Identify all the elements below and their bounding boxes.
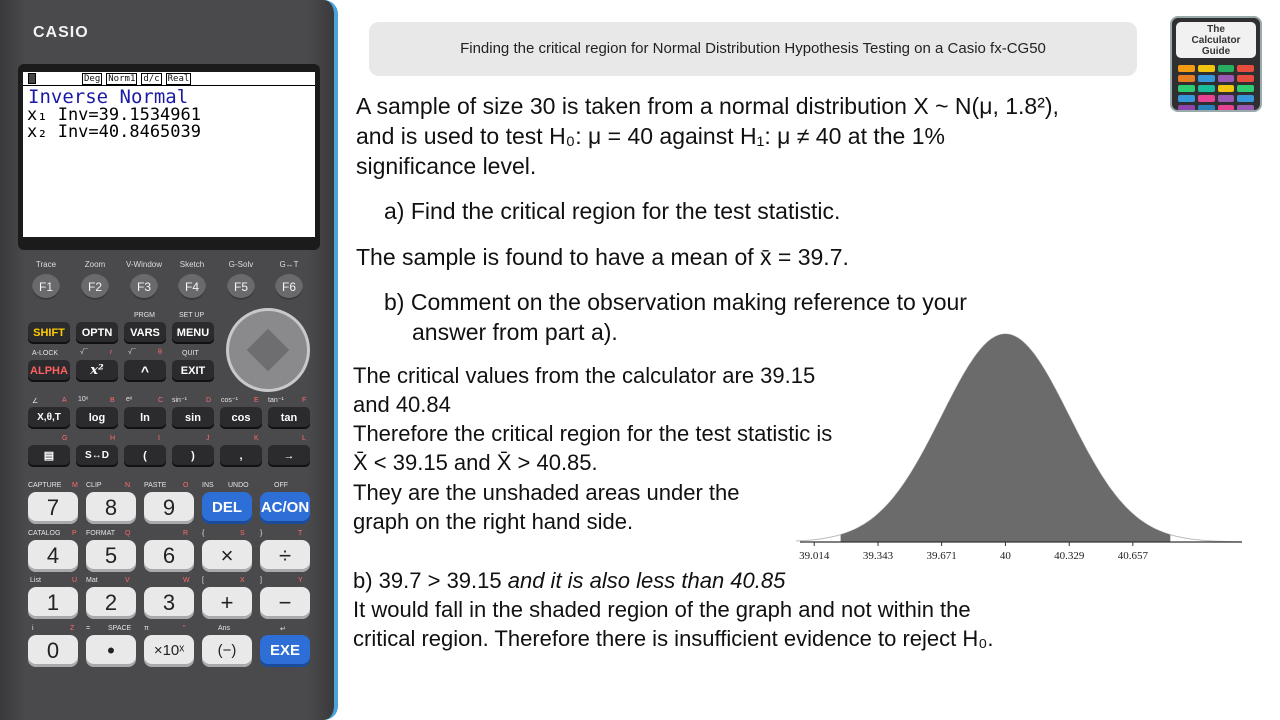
key-secondary-label: W <box>183 577 190 584</box>
vars-key[interactable]: VARS <box>124 322 166 344</box>
key-secondary-label: eˣ <box>126 396 133 403</box>
key-secondary-label: OFF <box>274 482 288 489</box>
key-secondary-label: G <box>62 435 68 442</box>
key-secondary-label: F <box>302 397 307 404</box>
key-secondary-label: π <box>144 625 149 632</box>
dpad[interactable] <box>226 308 310 392</box>
logo-line: Calculator <box>1191 35 1241 46</box>
status-tag: Real <box>167 73 190 84</box>
x-tick-label: 39.014 <box>799 550 830 562</box>
key-secondary-label: Y <box>298 577 303 584</box>
s-d-key[interactable]: S↔D <box>76 445 118 467</box>
status-tag: Deg <box>84 73 101 84</box>
key-secondary-label: D <box>206 397 212 404</box>
key-secondary-label: √¯ <box>128 349 136 356</box>
shift-key[interactable]: SHIFT <box>28 322 70 344</box>
key-17[interactable]: ×10ˣ <box>144 635 194 667</box>
f6-key[interactable]: F6 <box>275 274 303 300</box>
answer-b-text: b) 39.7 > 39.15 <box>353 568 508 593</box>
key-secondary-label: S <box>240 530 245 537</box>
key-secondary-label: B <box>110 397 115 404</box>
key-12[interactable]: 3 <box>144 587 194 619</box>
sin-key[interactable]: sin <box>172 407 214 429</box>
alpha-key[interactable]: ALPHA <box>28 360 70 382</box>
f5-key[interactable]: F5 <box>227 274 255 300</box>
key-secondary-label: FORMAT <box>86 530 116 537</box>
x-tick-label: 40 <box>999 550 1011 562</box>
normal-distribution-chart <box>796 326 1246 566</box>
screen-line: x₂ Inv=40.8465039 <box>27 122 201 142</box>
key-secondary-label: CLIP <box>86 482 102 489</box>
key-secondary-label: X <box>240 577 245 584</box>
logo-line: The <box>1207 24 1225 35</box>
answer-b-line: critical region. Therefore there is insufficient evidence to reject H₀. <box>353 626 994 651</box>
key-secondary-label: PRGM <box>134 312 155 319</box>
status-tag: d/c <box>143 73 160 84</box>
key-secondary-label: { <box>202 530 205 537</box>
key-secondary-label: A-LOCK <box>32 350 59 357</box>
key-6[interactable]: 5 <box>86 540 136 572</box>
key-secondary-label: QUIT <box>182 350 199 357</box>
fkey-label: Trace <box>35 260 57 269</box>
screen-title: Inverse Normal <box>28 86 189 108</box>
cos-key[interactable]: cos <box>220 407 262 429</box>
key-secondary-label: CATALOG <box>28 530 61 537</box>
optn-key[interactable]: OPTN <box>76 322 118 344</box>
logo-text <box>1176 22 1256 58</box>
f2-key[interactable]: F2 <box>81 274 109 300</box>
f1-key[interactable]: F1 <box>32 274 60 300</box>
dpad-center[interactable] <box>247 329 289 371</box>
key-0[interactable]: 7 <box>28 492 78 524</box>
x-tick-label: 39.671 <box>926 550 957 562</box>
answer-line: graph on the right hand side. <box>353 509 634 534</box>
fkey-label: V-Window <box>125 260 162 269</box>
f4-key[interactable]: F4 <box>178 274 206 300</box>
x-tick-label: 40.657 <box>1117 550 1148 562</box>
answer-line: They are the unshaded areas under the <box>353 480 740 505</box>
key-secondary-label: SET UP <box>179 312 205 319</box>
key-4[interactable]: AC/ON <box>260 492 310 524</box>
key-1[interactable]: 8 <box>86 492 136 524</box>
key-15[interactable]: 0 <box>28 635 78 667</box>
key-8[interactable]: × <box>202 540 252 572</box>
key-secondary-label: " <box>183 625 186 632</box>
f3-key[interactable]: F3 <box>130 274 158 300</box>
question-line: significance level. <box>356 153 537 179</box>
key-secondary-label: [ <box>202 577 204 584</box>
status-bar <box>23 72 315 86</box>
menu-key[interactable]: MENU <box>172 322 214 344</box>
key-secondary-label: PASTE <box>144 482 167 489</box>
page-title: Finding the critical region for Normal Distribution Hypothesis Testing on a Casio fx-CG50 <box>369 22 1137 76</box>
key-secondary-label: A <box>62 397 67 404</box>
key-secondary-label: P <box>72 530 77 537</box>
comma-key[interactable]: , <box>220 445 262 467</box>
key-10[interactable]: 1 <box>28 587 78 619</box>
key-secondary-label: ∠ <box>32 398 39 405</box>
exit-key[interactable]: EXIT <box>172 360 214 382</box>
key-secondary-label: cos⁻¹ <box>221 397 238 404</box>
key-secondary-label: N <box>125 482 131 489</box>
calculator <box>0 0 338 720</box>
key-secondary-label: ] <box>260 577 262 584</box>
fkey-label: G-Solv <box>228 260 254 269</box>
key-secondary-label: O <box>183 482 189 489</box>
x-tick-label: 40.329 <box>1054 550 1085 562</box>
key-secondary-label: L <box>302 435 306 442</box>
key-secondary-label: List <box>30 577 41 584</box>
logo-keypad-icon <box>1172 62 1260 112</box>
store-arrow-key[interactable]: → <box>268 445 310 467</box>
tan-key[interactable]: tan <box>268 407 310 429</box>
key-19[interactable]: EXE <box>260 635 310 667</box>
status-tag: Norm1 <box>108 73 136 84</box>
shaded-acceptance-region <box>841 334 1171 542</box>
calculator-brand: CASIO <box>33 24 89 41</box>
key-9[interactable]: ÷ <box>260 540 310 572</box>
key-5[interactable]: 4 <box>28 540 78 572</box>
key-secondary-label: θ <box>158 349 162 356</box>
key-secondary-label: UNDO <box>228 482 249 489</box>
key-secondary-label: INS <box>202 482 214 489</box>
key-secondary-label: CAPTURE <box>28 482 62 489</box>
key-secondary-label: tan⁻¹ <box>268 397 284 404</box>
answer-b-line <box>353 566 785 595</box>
calculator-guide-logo <box>1170 16 1262 112</box>
open-paren-key[interactable]: ( <box>124 445 166 467</box>
key-secondary-label: I <box>158 435 160 442</box>
key-secondary-label: i <box>32 625 34 632</box>
question-line: and is used to test H₀: μ = 40 against H₁: μ ≠ 40 at the 1% <box>356 123 945 149</box>
answer-line: The critical values from the calculator are 39.15 <box>353 363 816 388</box>
answer-line: X̄ < 39.15 and X̄ > 40.85. <box>353 450 598 475</box>
key-secondary-label: Ans <box>218 625 231 632</box>
fraction-key[interactable]: ▤ <box>28 445 70 467</box>
key-secondary-label: U <box>72 577 78 584</box>
ln-key[interactable]: ln <box>124 407 166 429</box>
key-secondary-label: Q <box>125 530 131 537</box>
xthetat-key[interactable]: X,θ,T <box>28 407 70 429</box>
key-11[interactable]: 2 <box>86 587 136 619</box>
key-secondary-label: V <box>125 577 130 584</box>
square-key[interactable]: x² <box>76 360 118 382</box>
battery-icon <box>28 73 36 84</box>
key-secondary-label: T <box>298 530 303 537</box>
fkey-label: G↔T <box>279 260 299 269</box>
key-secondary-label: C <box>158 397 164 404</box>
key-secondary-label: √¯ <box>80 349 88 356</box>
key-secondary-label: K <box>254 435 259 442</box>
fkey-label: Zoom <box>84 260 106 269</box>
part-b-text: b) Comment on the observation making reference to your <box>384 289 967 315</box>
key-secondary-label: ↵ <box>280 626 286 633</box>
answer-b-italic: and it is also less than 40.85 <box>507 568 786 593</box>
key-2[interactable]: 9 <box>144 492 194 524</box>
calculator-screen <box>23 72 315 237</box>
key-16[interactable]: • <box>86 635 136 667</box>
key-secondary-label: = <box>86 625 91 632</box>
close-paren-key[interactable]: ) <box>172 445 214 467</box>
fkey-label: Sketch <box>179 260 205 269</box>
x-tick-label: 39.343 <box>862 550 894 562</box>
log-key[interactable]: log <box>76 407 118 429</box>
key-secondary-label: J <box>206 435 210 442</box>
key-13[interactable]: + <box>202 587 252 619</box>
answer-line: Therefore the critical region for the test statistic is <box>353 421 833 446</box>
key-secondary-label: r <box>110 349 113 356</box>
key-7[interactable]: 6 <box>144 540 194 572</box>
key-secondary-label: E <box>254 397 259 404</box>
part-a-text: a) Find the critical region for the test statistic. <box>384 198 841 224</box>
key-secondary-label: Mat <box>86 577 98 584</box>
answer-b-line: It would fall in the shaded region of the graph and not within the <box>353 597 971 622</box>
key-18[interactable]: (−) <box>202 635 252 667</box>
power-key[interactable]: ^ <box>124 360 166 382</box>
key-secondary-label: Z <box>70 625 75 632</box>
key-secondary-label: } <box>260 530 263 537</box>
key-secondary-label: R <box>183 530 189 537</box>
key-secondary-label: M <box>72 482 78 489</box>
key-secondary-label: 10ˣ <box>78 396 89 403</box>
key-secondary-label: SPACE <box>108 625 132 632</box>
key-14[interactable]: − <box>260 587 310 619</box>
sample-text: The sample is found to have a mean of x̄ = 39.7. <box>356 244 849 270</box>
answer-line: and 40.84 <box>353 392 451 417</box>
key-secondary-label: sin⁻¹ <box>172 397 187 404</box>
question-line: A sample of size 30 is taken from a normal distribution X ~ N(μ, 1.8²), <box>356 93 1059 119</box>
key-3[interactable]: DEL <box>202 492 252 524</box>
part-b-text: answer from part a). <box>412 319 618 345</box>
screen-line: x₁ Inv=39.1534961 <box>27 105 201 125</box>
logo-line: Guide <box>1201 46 1231 57</box>
key-secondary-label: H <box>110 435 116 442</box>
